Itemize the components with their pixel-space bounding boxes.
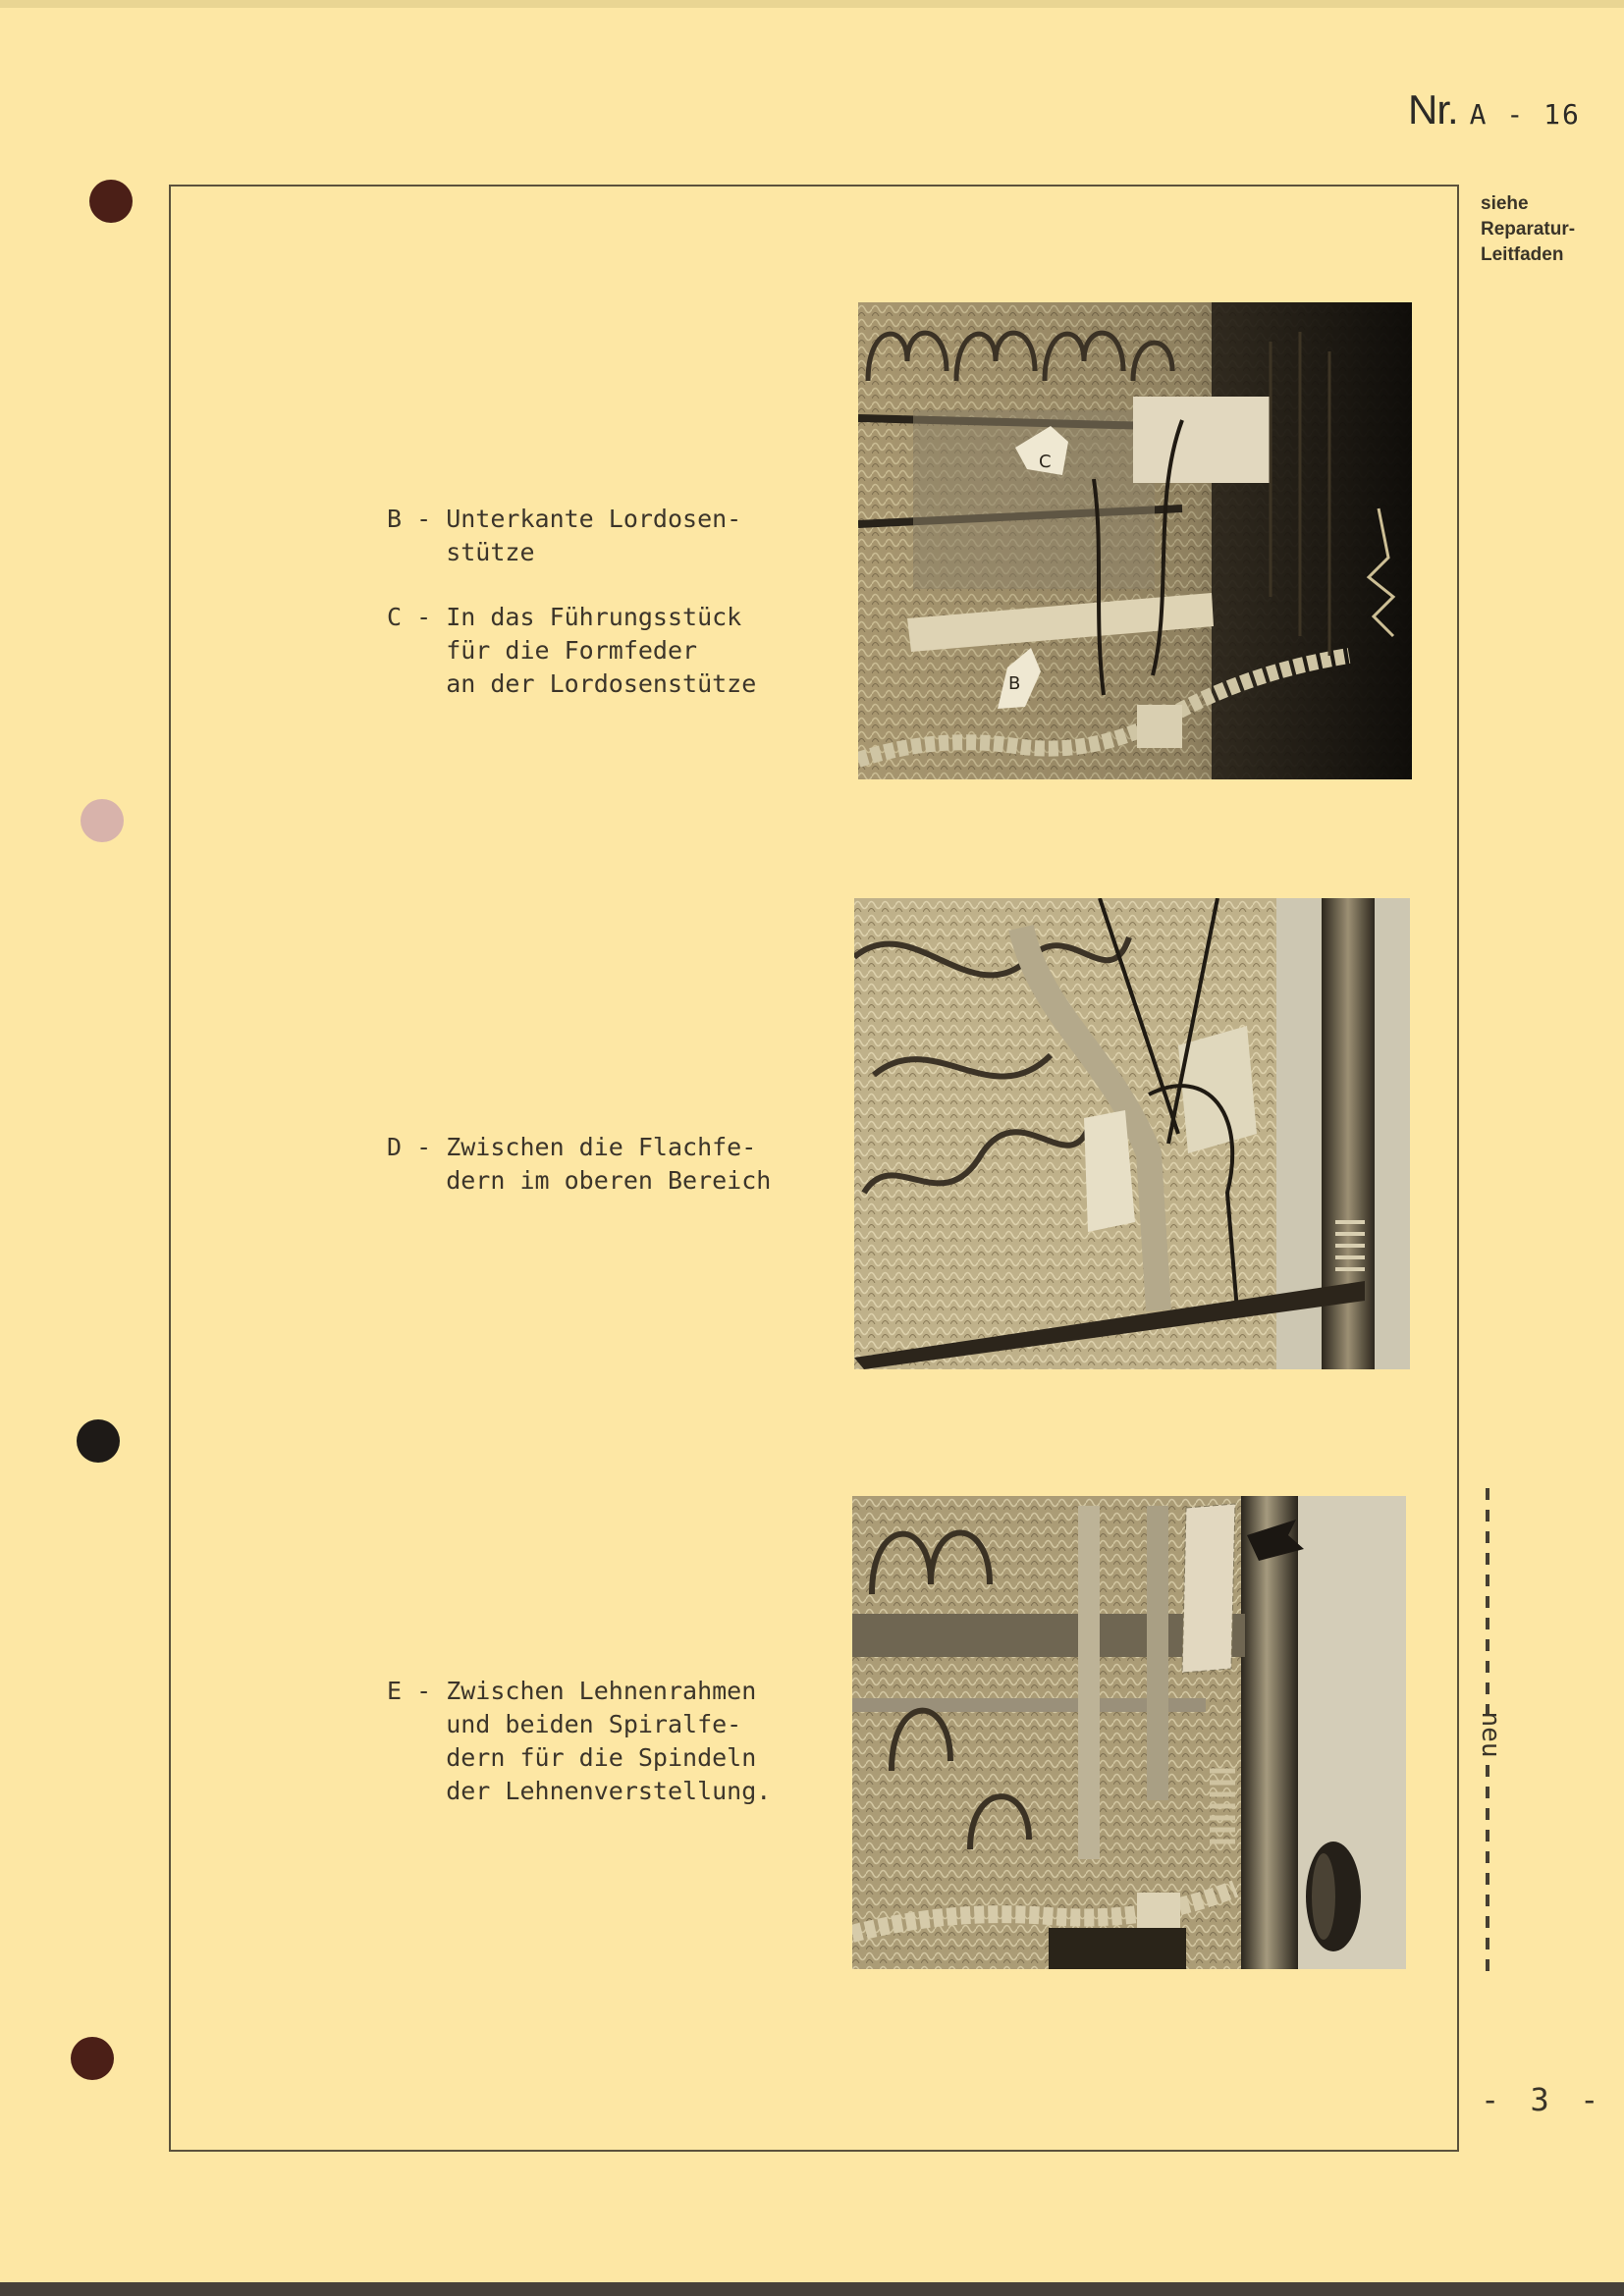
photo-3-fabric-strap [1182, 1504, 1235, 1673]
document-number [1408, 86, 1581, 133]
document-number-value: A - 16 [1469, 98, 1581, 131]
photo-1-felt-pad [1133, 397, 1271, 483]
punch-hole-lower-middle [77, 1419, 120, 1463]
page-top-edge [0, 0, 1624, 8]
svg-text:C: C [1039, 452, 1052, 472]
side-note-line-2: Reparatur- [1481, 219, 1576, 240]
photo-recliner-springs [852, 1496, 1406, 1969]
photo-3-frame-tube [1241, 1496, 1298, 1969]
photo-3-spiral-spring [1210, 1771, 1235, 1842]
page-number: - 3 - [1481, 2081, 1605, 2118]
caption-b: B - Unterkante Lordosen- stütze [387, 505, 742, 566]
side-note-line-3: Leitfaden [1481, 244, 1564, 265]
caption-d: D - Zwischen die Flachfe- dern im oberen Bereich [387, 1133, 772, 1195]
document-number-label: Nr. [1408, 86, 1458, 133]
new-revision-marker [1476, 1488, 1505, 1985]
side-note-line-1: siehe [1481, 193, 1529, 214]
punch-hole-top [89, 180, 133, 223]
punch-hole-upper-middle [81, 799, 124, 842]
side-note-reference [1481, 191, 1575, 268]
photo-flat-springs [854, 898, 1410, 1369]
caption-c: C - In das Führungsstück für die Formfeder an der Lordosenstütze [387, 603, 757, 698]
punch-hole-bottom [71, 2037, 114, 2080]
new-revision-label: neu [1476, 1711, 1505, 1758]
caption-e: E - Zwischen Lehnenrahmen und beiden Spiralfe- dern für die Spindeln der Lehnenverstellung. [387, 1677, 772, 1805]
photo-lordosis-support [858, 302, 1412, 779]
svg-text:B: B [1008, 673, 1021, 694]
page-bottom-edge [0, 2282, 1624, 2296]
